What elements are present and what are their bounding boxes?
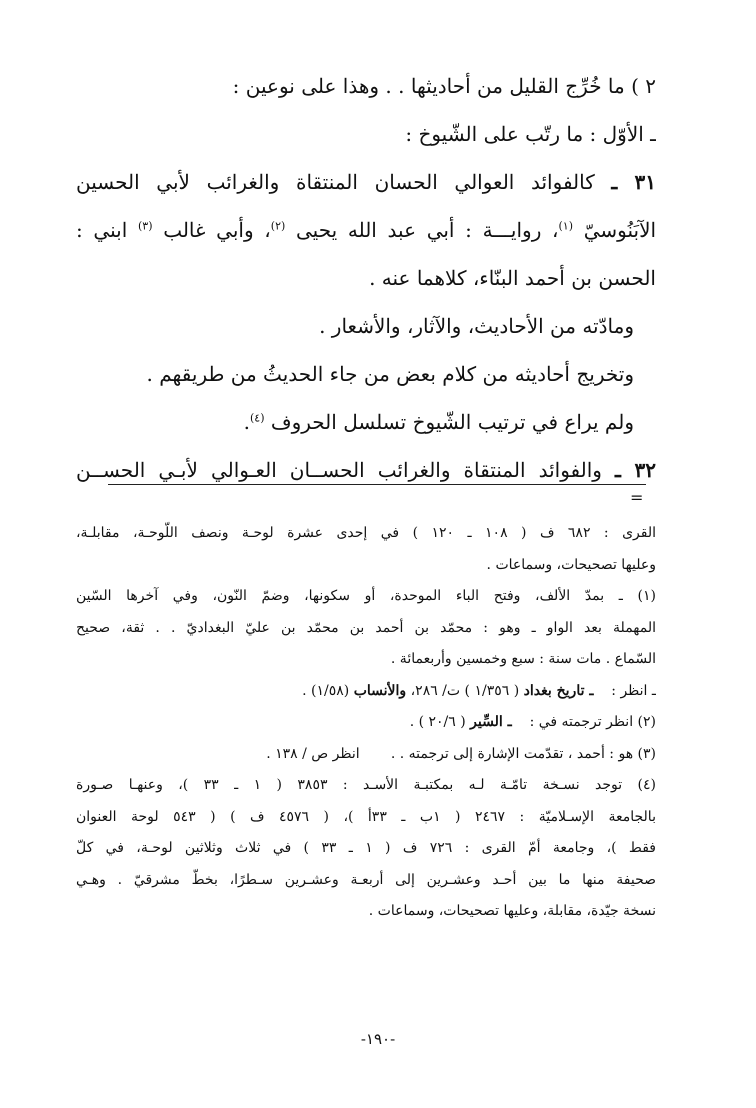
entry-32-number: ٣٢ ـ <box>615 458 656 482</box>
main-text <box>76 62 656 494</box>
footnote-ref-1: (١) <box>558 219 574 233</box>
footnote-4-line-4: صحيفة منها ما بين أحـد وعشـرين إلى أربعـة وعشـرين سـطرًا، بخطّ مشرقيّ . وهـي <box>76 871 656 888</box>
footnote-separator <box>108 484 646 485</box>
intro-line: ٢ ) ما خُرِّج القليل من أحاديثها . . وهذا على نوعين : <box>232 74 656 98</box>
entry-31-line-1: ٣١ ـ كالفوائد العوالي الحسان المنتقاة والغرائب لأبي الحسين <box>76 170 656 194</box>
footnotes <box>76 518 656 928</box>
page-number: -١٩٠- <box>360 1030 396 1048</box>
footnote-4-line-3: فقط )، وجامعة أمّ القرى : ٧٢٦ ف ( ١ ـ ٣٣ ) في ثلاث وثلاثين لوحـة، في كلّ <box>76 840 656 856</box>
source-tarikh-baghdad: ـ تاريخ بغداد <box>523 682 594 699</box>
footnote-1-line-3: السّماع . مات سنة : سبع وخمسين وأربعمائة . <box>390 651 656 667</box>
footnote-4-line-1: (٤) توجد نسـخة تامّـة لـه بمكتبـة الأسـد : ٣٨٥٣ ( ١ ـ ٣٣ )، وعنهـا صـورة <box>76 777 656 793</box>
paragraph-tarteeb: ولم يراع في ترتيب الشّيوخ تسلسل الحروف $^{(٤)}$. <box>243 410 634 434</box>
footnote-4-line-2: بالجامعة الإسـلاميّة : ٢٤٦٧ ( ١ب ـ ٣٣أ )، ( ٤٥٧٦ ف ) ( ٥٤٣ لوحة العنوان <box>76 808 656 825</box>
footnote-3: (٣) هو : أحمد ، تقدّمت الإشارة إلى ترجمته . . انظر ص / ١٣٨ . <box>266 745 656 762</box>
footnote-ref-3: (٣) <box>137 219 153 233</box>
footnote-1-line-1: (١) ـ بمدّ الألف، وفتح الباء الموحدة، أو سكونها، وضمّ النّون، وفي آخرها السّين <box>76 588 656 604</box>
paragraph-takhrij: وتخريج أحاديثه من كلام بعض من جاء الحديثُ من طريقهم . <box>146 362 634 386</box>
source-ansab: والأنساب <box>353 682 407 699</box>
entry-31-number: ٣١ ـ <box>611 170 656 194</box>
footnote-ref-2: (٢) <box>270 219 286 233</box>
entry-32-line-1: ٣٢ ـ والفوائد المنتقاة والغرائب الحســان العـوالي لأبـي الحســن <box>76 458 656 482</box>
entry-31-line-2: الآبَنُوسيّ $^{(١)}$، روايـــة : أبي عبد الله يحيى $^{(٢)}$، وأبي غالب $^{(٣)}$ ابني : <box>76 218 656 242</box>
source-siyar: ـ السِّير <box>470 714 512 730</box>
footnote-1-line-4: ـ انظر : ـ تاريخ بغداد ( ١/٣٥٦ ) ت/ ٢٨٦، والأنساب (١/٥٨) . <box>302 682 656 699</box>
footnote-ref-4: (٤) <box>249 411 265 425</box>
paragraph-madda: ومادّته من الأحاديث، والآثار، والأشعار . <box>319 314 634 338</box>
entry-31-line-3: الحسن بن أحمد البنّاء، كلاهما عنه . <box>369 266 656 290</box>
footnote-qura-line-1: القرى : ٦٨٢ ف ( ١٠٨ ـ ١٢٠ ) في إحدى عشرة لوحـة ونصف اللّوحـة، مقابلـة، <box>76 525 656 541</box>
footnote-qura-line-2: وعليها تصحيحات، وسماعات . <box>486 556 656 573</box>
footnote-1-line-2: المهملة بعد الواو ـ وهو : محمّد بن أحمد بن محمّد بن عليّ البغداديّ . . ثقة، صحيح <box>76 619 656 636</box>
footnote-2: (٢) انظر ترجمته في : ـ السِّير ( ٢٠/٦ ) . <box>409 714 656 730</box>
section-heading: ـ الأوّل : ما رتّب على الشّيوخ : <box>405 122 656 146</box>
continuation-mark: = <box>630 488 644 507</box>
footnote-4-line-5: نسخة جيّدة، مقابلة، وعليها تصحيحات، وسماعات . <box>368 903 656 919</box>
